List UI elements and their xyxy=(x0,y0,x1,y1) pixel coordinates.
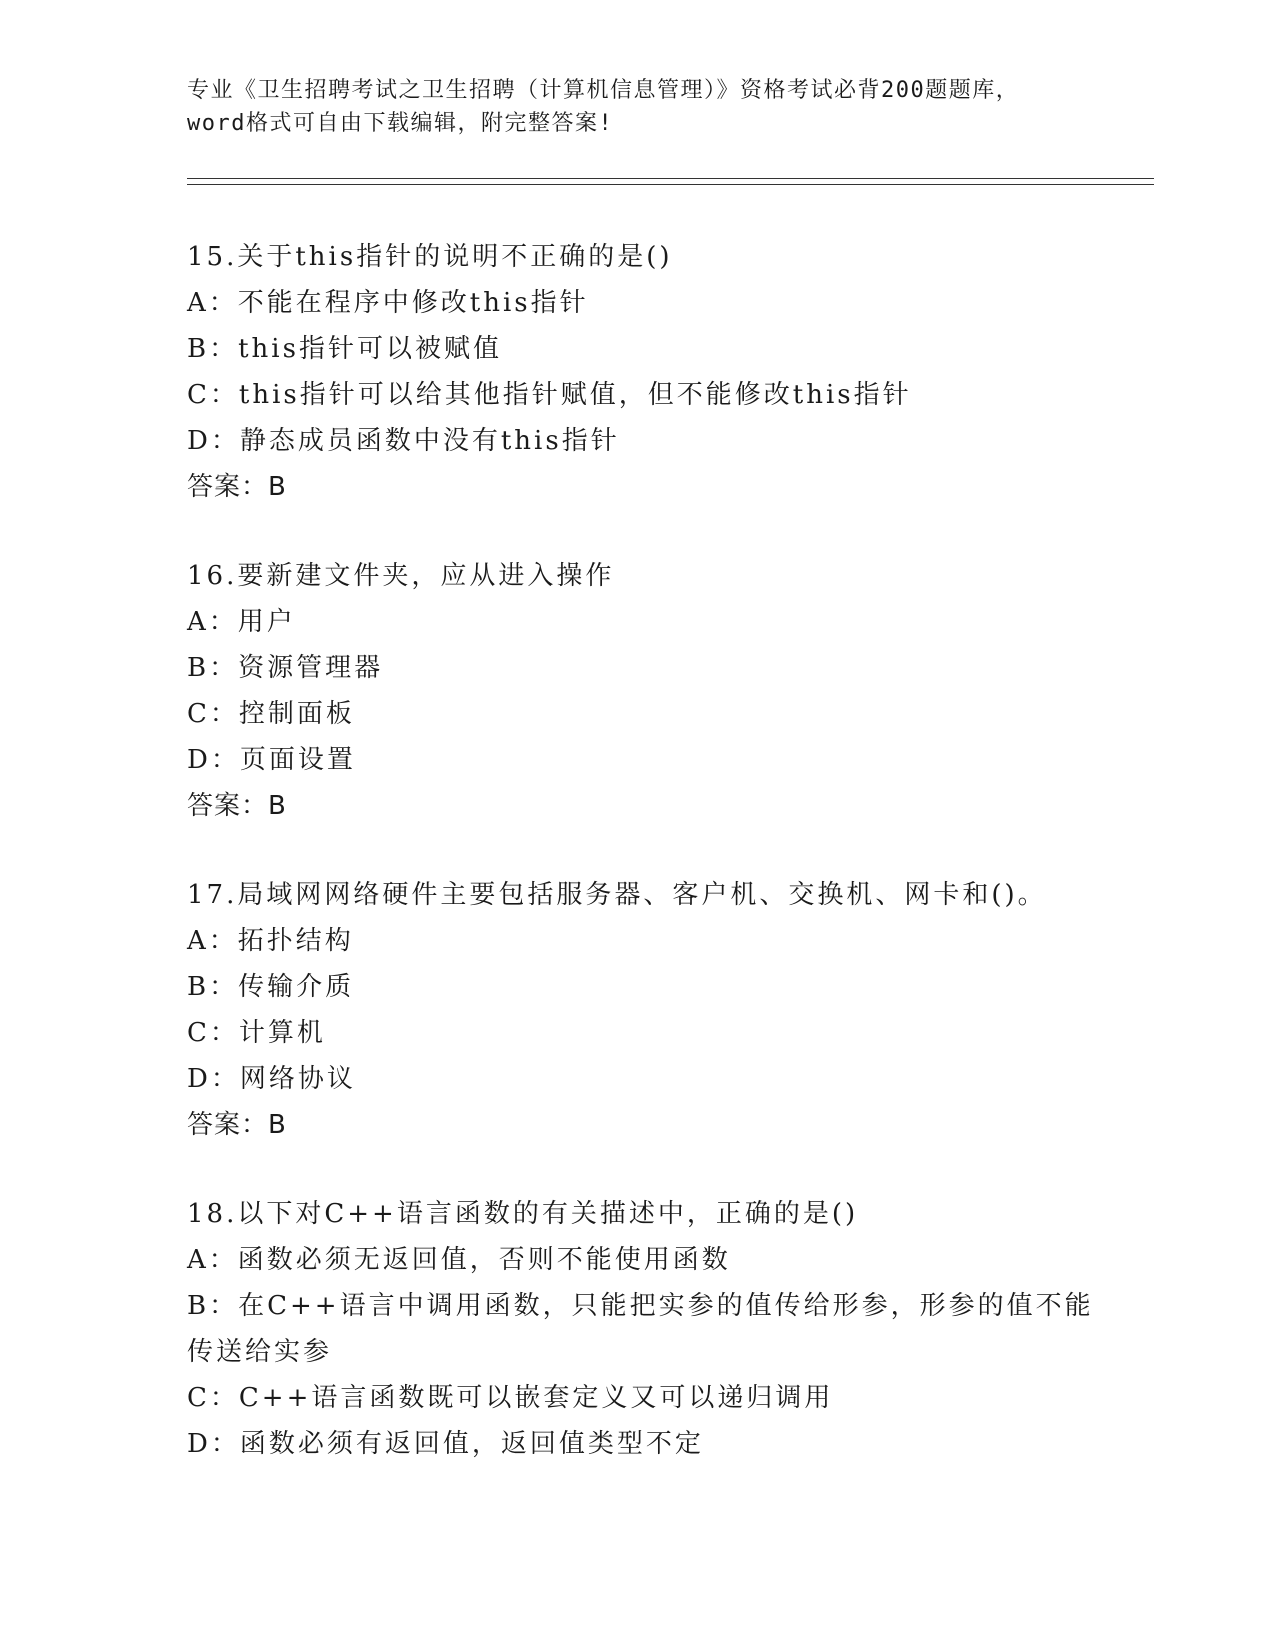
option-b-continued: 传送给实参 xyxy=(187,1337,333,1367)
question-16 xyxy=(187,553,1087,829)
header-divider-bottom xyxy=(187,184,1154,185)
question-15 xyxy=(187,234,1087,510)
option-b: B：this指针可以被赋值 xyxy=(187,334,502,364)
option-a: A：拓扑结构 xyxy=(187,926,354,956)
answer: 答案：B xyxy=(187,472,287,502)
option-d: D：函数必须有返回值，返回值类型不定 xyxy=(187,1429,704,1459)
question-18 xyxy=(187,1191,1094,1467)
option-d: D：静态成员函数中没有this指针 xyxy=(187,426,620,456)
option-a: A：用户 xyxy=(187,607,296,637)
header-title-line: 专业《卫生招聘考试之卫生招聘（计算机信息管理）》资格考试必背200题题库， xyxy=(187,78,1020,103)
option-b: B：资源管理器 xyxy=(187,653,384,683)
option-d: D：页面设置 xyxy=(187,745,356,775)
header-divider-top xyxy=(187,178,1154,179)
option-c: C：控制面板 xyxy=(187,699,355,729)
document-header xyxy=(187,74,1087,140)
option-c: C：C++语言函数既可以嵌套定义又可以递归调用 xyxy=(187,1383,834,1413)
answer: 答案：B xyxy=(187,791,287,821)
question-17 xyxy=(187,872,1087,1148)
answer: 答案：B xyxy=(187,1110,287,1140)
option-c: C：计算机 xyxy=(187,1018,326,1048)
question-stem: 15.关于this指针的说明不正确的是() xyxy=(187,242,673,272)
option-a: A：不能在程序中修改this指针 xyxy=(187,288,589,318)
option-b: B：传输介质 xyxy=(187,972,355,1002)
option-d: D：网络协议 xyxy=(187,1064,356,1094)
question-stem: 18.以下对C++语言函数的有关描述中，正确的是() xyxy=(187,1199,859,1229)
header-subtitle-line: word格式可自由下载编辑，附完整答案! xyxy=(187,111,614,136)
option-b: B：在C++语言中调用函数，只能把实参的值传给形参，形参的值不能 xyxy=(187,1291,1094,1321)
option-c: C：this指针可以给其他指针赋值，但不能修改this指针 xyxy=(187,380,912,410)
option-a: A：函数必须无返回值，否则不能使用函数 xyxy=(187,1245,731,1275)
question-stem: 17.局域网网络硬件主要包括服务器、客户机、交换机、网卡和()。 xyxy=(187,880,1047,910)
question-stem: 16.要新建文件夹，应从进入操作 xyxy=(187,561,615,591)
